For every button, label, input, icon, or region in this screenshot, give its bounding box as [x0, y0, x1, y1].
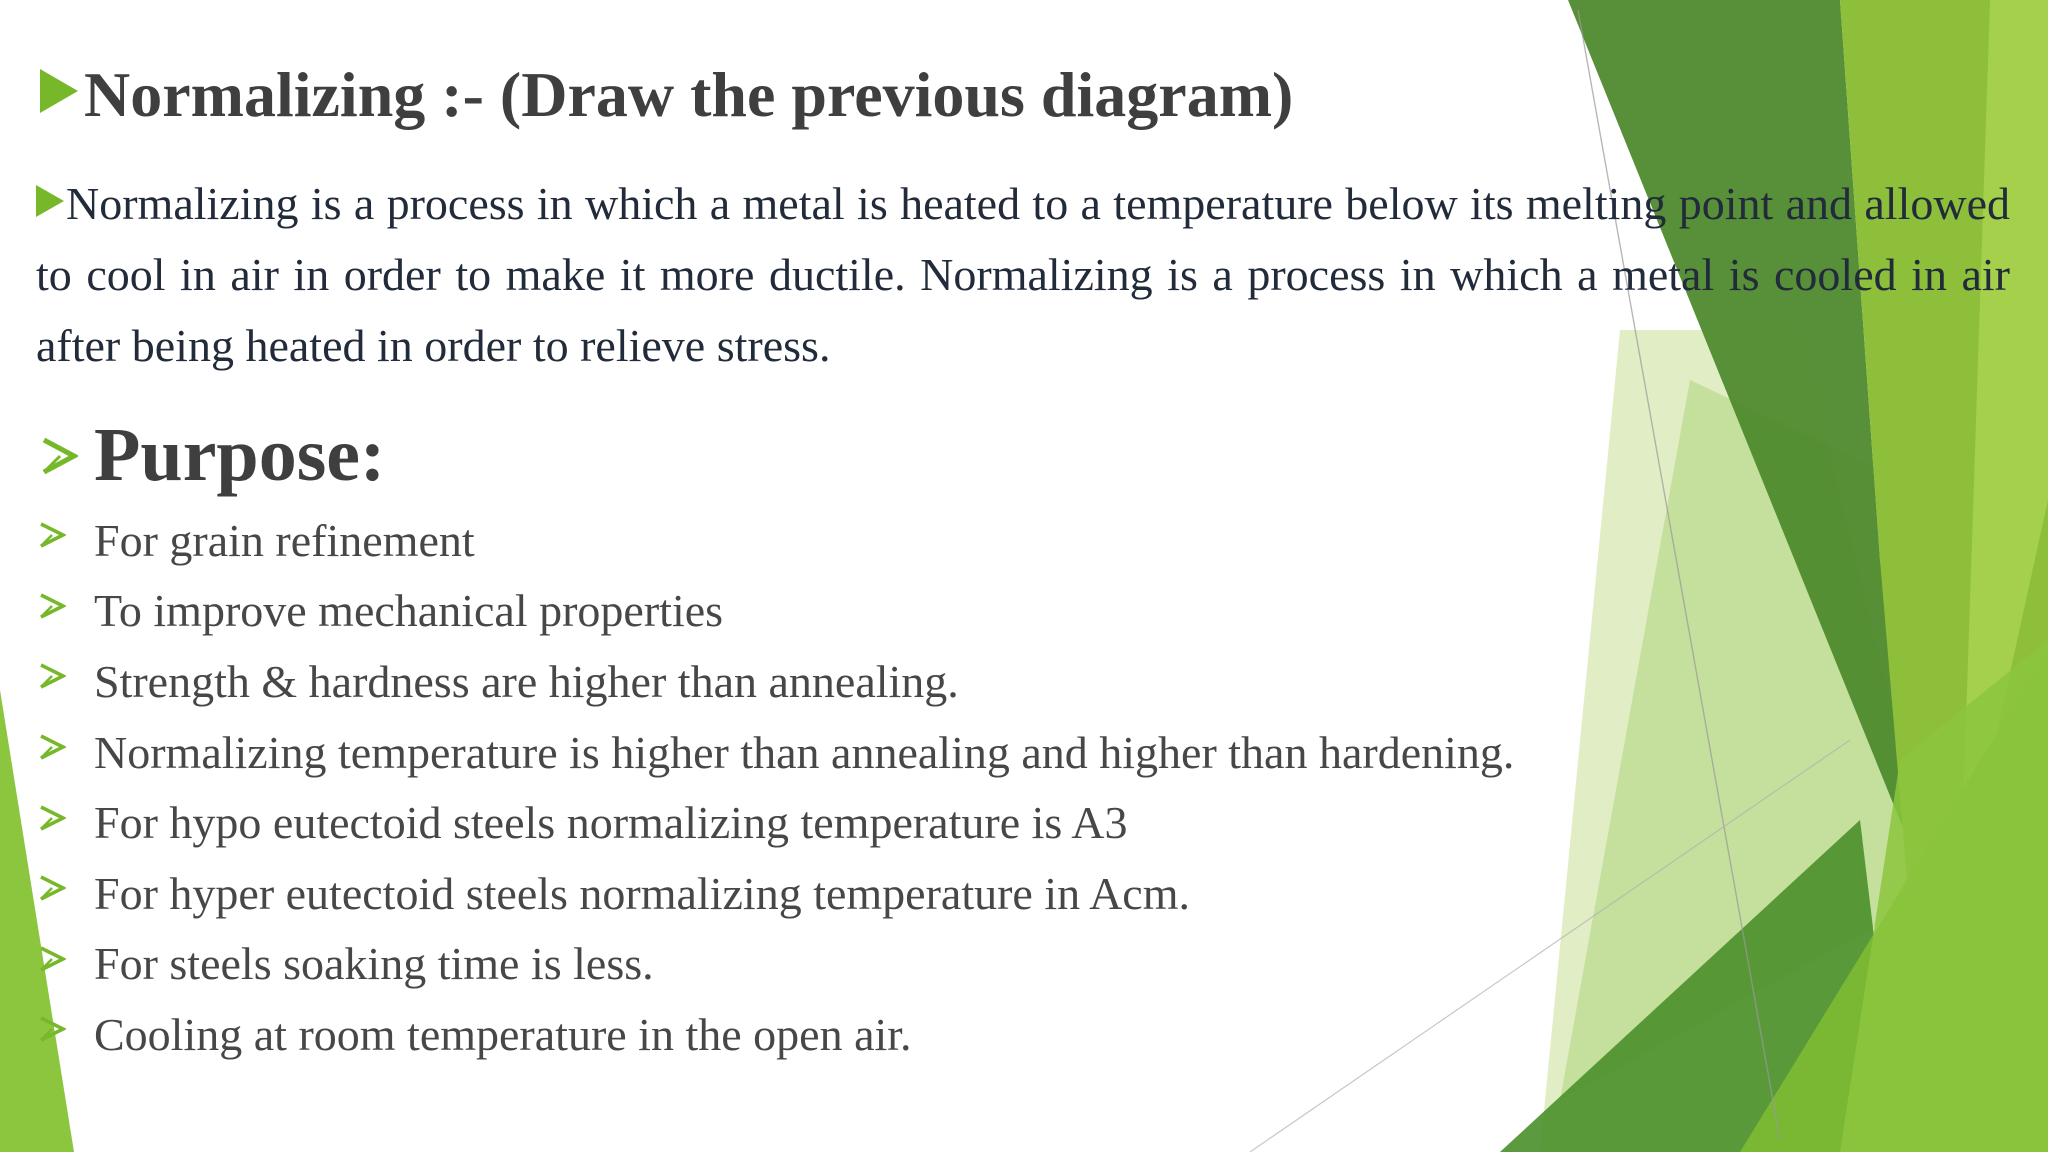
open-arrow-bullet-icon [38, 732, 66, 762]
open-arrow-bullet-icon [38, 944, 66, 974]
list-item-text: For hyper eutectoid steels normalizing temperature in Acm. [94, 867, 1191, 919]
filled-triangle-bullet-icon [36, 185, 64, 217]
list-item [38, 646, 1514, 717]
open-arrow-bullet-icon [38, 661, 66, 691]
list-item [38, 858, 1514, 929]
list-item-text: Cooling at room temperature in the open air. [94, 1008, 912, 1060]
list-item-text: Strength & hardness are higher than annealing. [94, 655, 959, 707]
open-arrow-bullet-icon [38, 591, 66, 621]
list-item [38, 999, 1514, 1070]
open-arrow-bullet-icon [38, 873, 66, 903]
purpose-list [38, 505, 1514, 1070]
list-item [38, 576, 1514, 647]
list-item-text: For grain refinement [94, 514, 475, 566]
list-item-text: For steels soaking time is less. [94, 938, 654, 990]
list-item [38, 929, 1514, 1000]
open-arrow-bullet-icon [38, 1014, 66, 1044]
list-item-text: To improve mechanical properties [94, 585, 724, 637]
filled-triangle-bullet-icon [40, 69, 78, 113]
title-row [40, 58, 1293, 132]
purpose-heading-row [40, 412, 385, 499]
list-item [38, 787, 1514, 858]
definition-paragraph [36, 168, 2010, 381]
list-item-text: Normalizing temperature is higher than annealing and higher than hardening. [94, 726, 1515, 778]
slide-title: Normalizing :- (Draw the previous diagram) [84, 59, 1294, 130]
open-arrow-bullet-icon [40, 434, 78, 478]
purpose-heading: Purpose: [94, 413, 386, 497]
open-arrow-bullet-icon [38, 520, 66, 550]
list-item-text: For hypo eutectoid steels normalizing temperature is A3 [94, 797, 1128, 849]
list-item [38, 505, 1514, 576]
list-item [38, 717, 1514, 788]
open-arrow-bullet-icon [38, 803, 66, 833]
definition-text: Normalizing is a process in which a metal is heated to a temperature below its melting point and allowed to cool in air in order to make it more ductile. Normalizing is a process in which a metal is cooled in air after being heated in order to relieve stress. [36, 178, 2010, 371]
